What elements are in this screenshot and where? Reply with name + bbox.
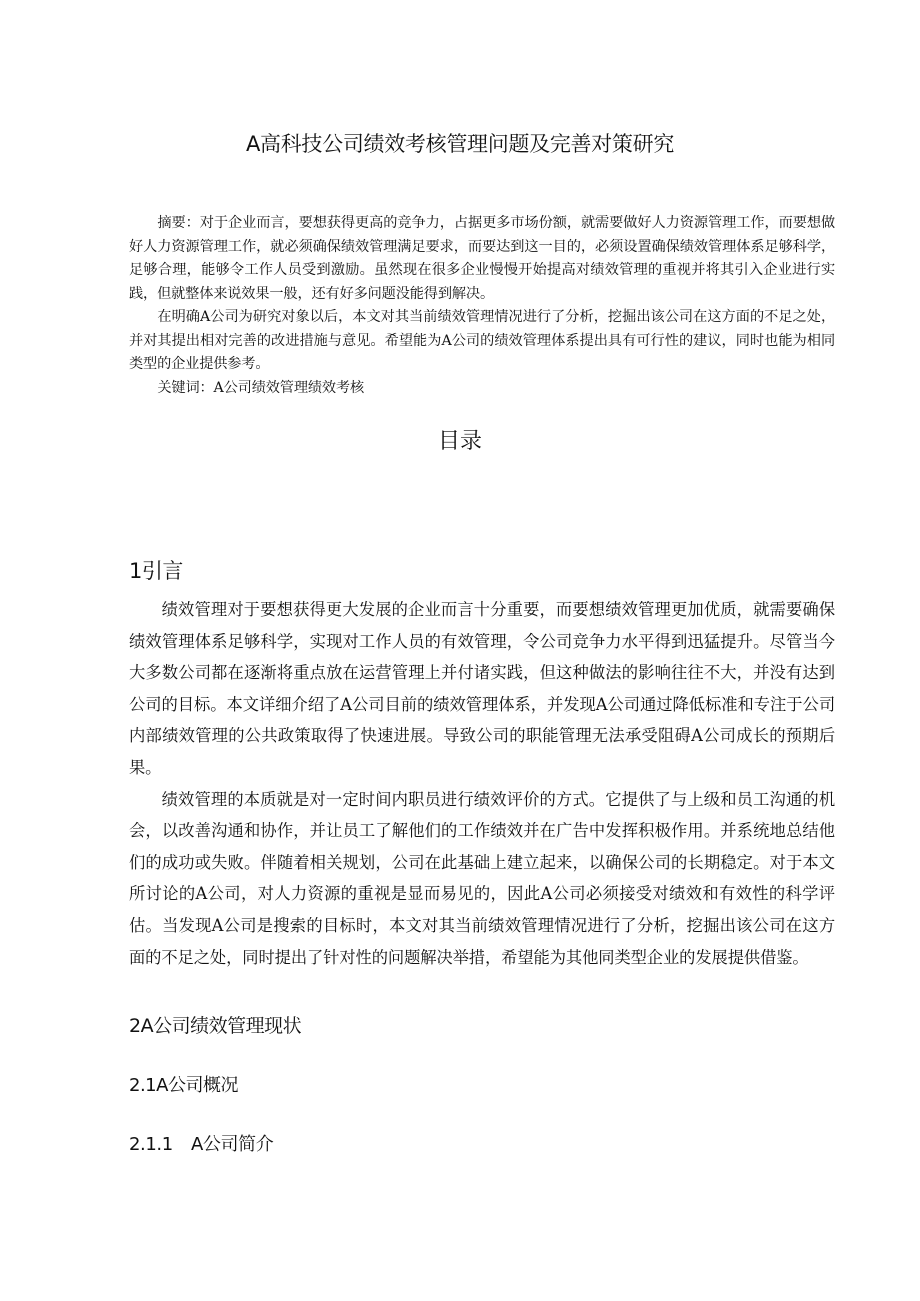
body-paragraph: 绩效管理的本质就是对一定时间内职员进行绩效评价的方式。它提供了与上级和员工沟通的机会，以改善沟通和协作，并让员工了解他们的工作绩效并在广告中发挥积极作用。并系统地总结他们的成功或失败。伴随着相关规划，公司在此基础上建立起来，以确保公司的长期稳定。对于本文所讨论的A公司，对人力资源的重视是显而易见的，因此A公司必须接受对绩效和有效性的科学评估。当发现A公司是搜索的目标时，本文对其当前绩效管理情况进行了分析，挖掘出该公司在这方面的不足之处，同时提出了针对性的问题解决举措，希望能为其他同类型企业的发展提供借鉴。 — [129, 789, 835, 967]
heading-text: A公司简介 — [191, 1134, 274, 1155]
body-paragraph: 绩效管理对于要想获得更大发展的企业而言十分重要，而要想绩效管理更加优质，就需要确保绩效管理体系足够科学，实现对工作人员的有效管理，令公司竞争力水平得到迅猛提升。尽管当今大多数公司都在逐渐将重点放在运营管理上并付诸实践，但这种做法的影响往往不大，并没有达到公司的目标。本文详细介绍了A公司目前的绩效管理体系，并发现A公司通过降低标准和专注于公司内部绩效管理的公共政策取得了快速进展。导致公司的职能管理无法承受阻碍A公司成长的预期后果。 — [129, 600, 835, 777]
abstract-section — [129, 212, 835, 400]
subsection-heading-overview: 2.1A公司概况 — [129, 1075, 238, 1096]
introduction-body — [129, 594, 835, 973]
heading-number: 2.1.1 — [129, 1134, 173, 1155]
keywords-line: 关键词：A公司绩效管理绩效考核 — [157, 379, 365, 396]
toc-heading: 目录 — [437, 429, 482, 454]
abstract-paragraph: 摘要：对于企业而言，要想获得更高的竞争力，占据更多市场份额，就需要做好人力资源管理工作，而要想做好人力资源管理工作，就必须确保绩效管理满足要求，而要达到这一目的，必须设置确保绩效管理体系足够科学，足够合理，能够令工作人员受到激励。虽然现在很多企业慢慢开始提高对绩效管理的重视并将其引入企业进行实践，但就整体来说效果一般，还有好多问题没能得到解决。 — [129, 215, 835, 302]
subsubsection-heading-profile — [129, 1130, 273, 1156]
document-title: A高科技公司绩效考核管理问题及完善对策研究 — [245, 132, 675, 156]
section-heading-introduction: 1引言 — [129, 559, 183, 583]
section-heading-status: 2A公司绩效管理现状 — [129, 1015, 302, 1037]
abstract-paragraph: 在明确A公司为研究对象以后，本文对其当前绩效管理情况进行了分析，挖掘出该公司在这方面的不足之处，并对其提出相对完善的改进措施与意见。希望能为A公司的绩效管理体系提出具有可行性的建议，同时也能为相同类型的企业提供参考。 — [129, 309, 835, 372]
